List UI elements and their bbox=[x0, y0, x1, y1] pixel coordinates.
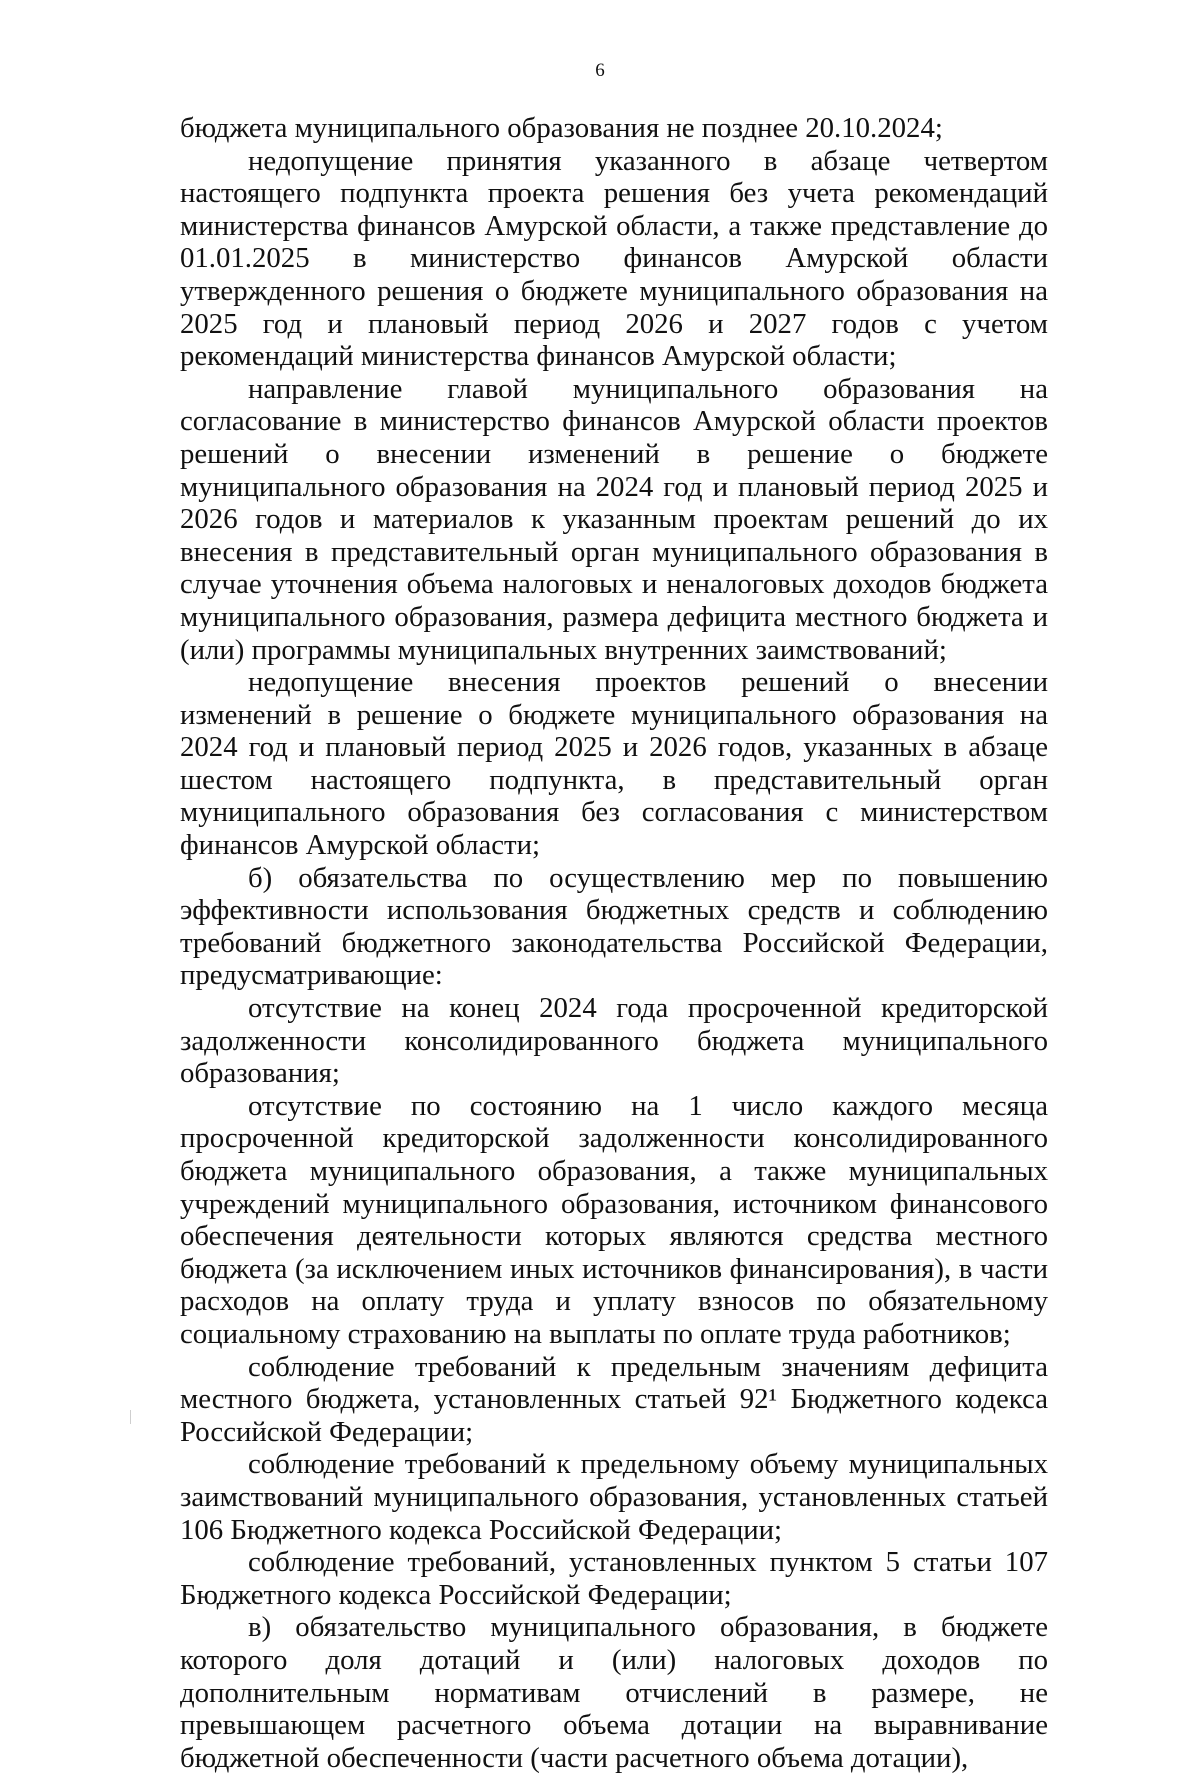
paragraph: недопущение внесения проектов решений о внесении изменений в решение о бюджете муниципального образования на 2024 год и плановый период 2025 и 2026 годов, указанных в абзаце шестом настоящего подпункта, в представительный орган муниципального образования без согласования с министерством финансов Амурской области; bbox=[180, 666, 1048, 862]
paragraph: отсутствие на конец 2024 года просроченной кредиторской задолженности консолидированного бюджета муниципального образования; bbox=[180, 992, 1048, 1090]
paragraph: отсутствие по состоянию на 1 число каждого месяца просроченной кредиторской задолженности консолидированного бюджета муниципального образования, а также муниципальных учреждений муниципального образования, источником финансового обеспечения деятельности которых являются средства местного бюджета (за исключением иных источников финансирования), в части расходов на оплату труда и уплату взносов по обязательному социальному страхованию на выплаты по оплате труда работников; bbox=[180, 1089, 1048, 1350]
paragraph: направление главой муниципального образования на согласование в министерство финансов Амурской области проектов решений о внесении изменений в решение о бюджете муниципального образования на 2024 год и плановый период 2025 и 2026 годов и материалов к указанным проектам решений до их внесения в представительный орган муниципального образования в случае уточнения объема налоговых и неналоговых доходов бюджета муниципального образования, размера дефицита местного бюджета и (или) программы муниципальных внутренних заимствований; bbox=[180, 372, 1048, 666]
paragraph: соблюдение требований к предельному объему муниципальных заимствований муниципального образования, установленных статьей 106 Бюджетного кодекса Российской Федерации; bbox=[180, 1448, 1048, 1546]
scan-artifact-mark bbox=[130, 1410, 131, 1424]
document-body bbox=[180, 112, 1048, 1774]
paragraph-item-b: б) обязательства по осуществлению мер по повышению эффективности использования бюджетных средств и соблюдению требований бюджетного законодательства Российской Федерации, предусматривающие: bbox=[180, 861, 1048, 992]
paragraph-item-v: в) обязательство муниципального образования, в бюджете которого доля дотаций и (или) налоговых доходов по дополнительным нормативам отчислений в размере, не превышающем расчетного объема дотации на выравнивание бюджетной обеспеченности (части расчетного объема дотации), bbox=[180, 1611, 1048, 1774]
paragraph: соблюдение требований к предельным значениям дефицита местного бюджета, установленных статьей 92¹ Бюджетного кодекса Российской Федерации; bbox=[180, 1350, 1048, 1448]
paragraph: соблюдение требований, установленных пунктом 5 статьи 107 Бюджетного кодекса Российской Федерации; bbox=[180, 1546, 1048, 1611]
page-number: 6 bbox=[595, 60, 605, 81]
paragraph-continuation: бюджета муниципального образования не позднее 20.10.2024; bbox=[180, 112, 943, 144]
paragraph: недопущение принятия указанного в абзаце четвертом настоящего подпункта проекта решения без учета рекомендаций министерства финансов Амурской области, а также представление до 01.01.2025 в министерство финансов Амурской области утвержденного решения о бюджете муниципального образования на 2025 год и плановый период 2026 и 2027 годов с учетом рекомендаций министерства финансов Амурской области; bbox=[180, 144, 1048, 373]
